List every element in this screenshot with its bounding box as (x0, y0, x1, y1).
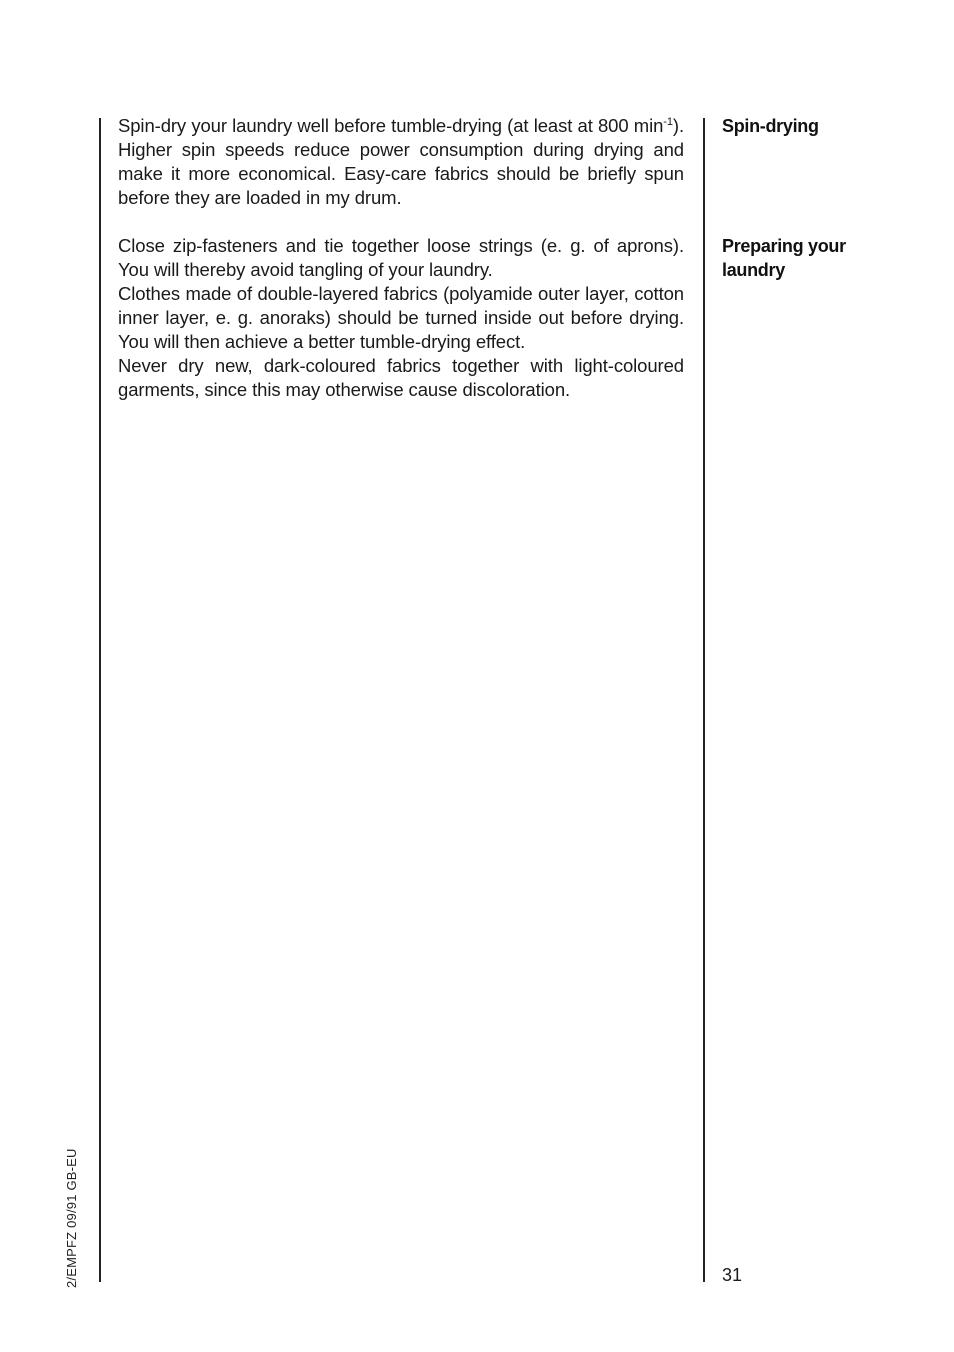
right-column-rule (703, 118, 705, 1282)
preparing-paragraph-2: Clothes made of double-layered fabrics (polyamide outer layer, cotton inner layer, e. g. anoraks) should be turned inside out before drying. You will then achieve a better tumble-drying effect. (118, 283, 684, 352)
main-text-column (118, 114, 684, 402)
heading-preparing-laundry: Preparing your laundry (722, 236, 846, 280)
preparing-paragraph-3: Never dry new, dark-coloured fabrics together with light-coloured garments, since this may otherwise cause discoloration. (118, 355, 684, 400)
spin-drying-paragraph: Spin-dry your laundry well before tumble-drying (at least at 800 $\min^{-1}$). Higher spin speeds reduce power consumption during drying and make it more economical. Easy-care fabrics should be briefly spun before they are loaded in my drum. (118, 115, 684, 208)
left-margin-rule (99, 118, 101, 1282)
superscript-exponent: -1 (663, 116, 673, 128)
page-number: 31 (722, 1265, 743, 1285)
document-code: 2/EMPFZ 09/91 GB-EU (64, 1148, 79, 1288)
preparing-paragraph-1: Close zip-fasteners and tie together loose strings (e. g. of aprons). You will thereby avoid tangling of your laundry. (118, 235, 684, 280)
heading-spin-drying: Spin-drying (722, 116, 819, 136)
